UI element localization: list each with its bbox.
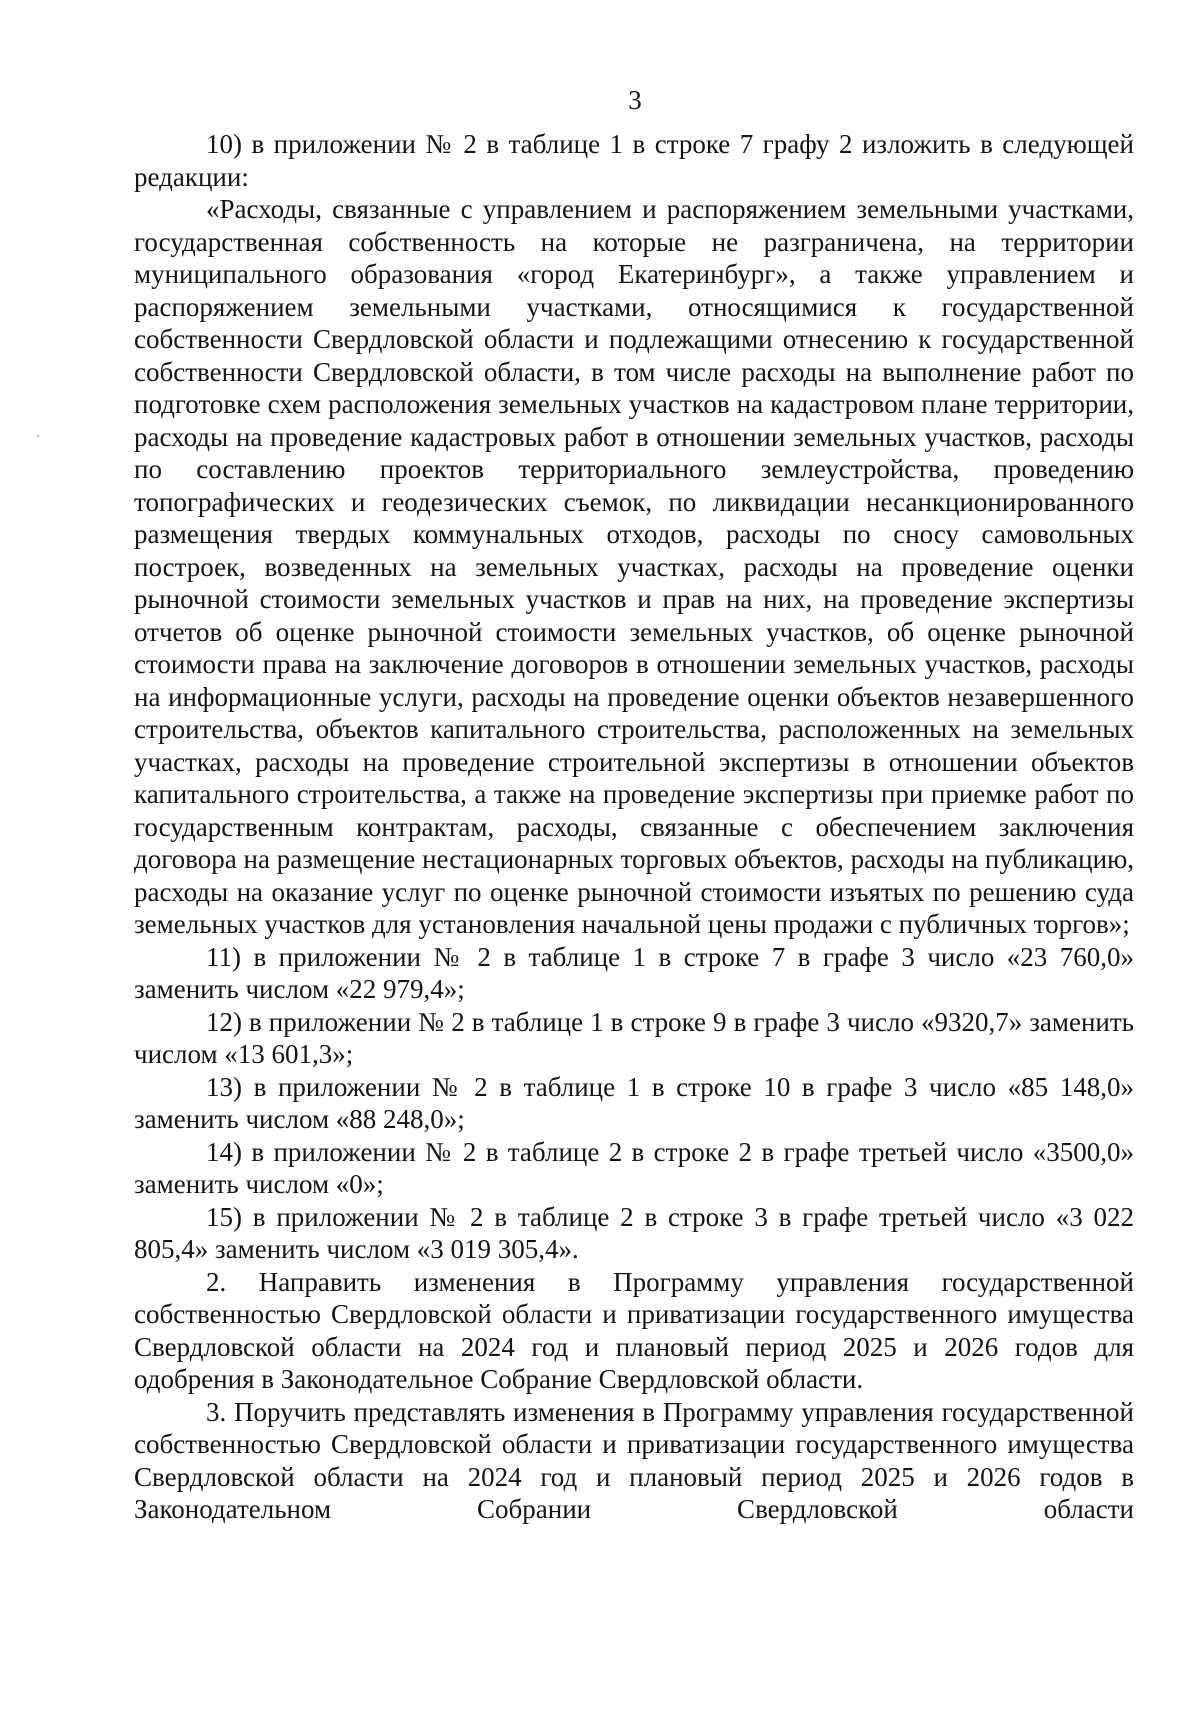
paragraph-section-3: 3. Поручить представлять изменения в Программу управления государственной собственностью Свердловской области и приватизации государственного имущества Свердловской области на 2024 год и плановый период 2025 и 2026 годов в Законодательном Собрании Свердловской области — [134, 1396, 1134, 1524]
paragraph-item-12: 12) в приложении № 2 в таблице 1 в строке 9 в графе 3 число «9320,7» заменить числом «13 601,3»; — [134, 1006, 1134, 1069]
paragraph-item-13: 13) в приложении № 2 в таблице 1 в строке 10 в графе 3 число «85 148,0» заменить числом «88 248,0»; — [134, 1071, 1134, 1134]
document-body — [134, 128, 1134, 1526]
paragraph-item-15: 15) в приложении № 2 в таблице 2 в строке 3 в графе третьей число «3 022 805,4» заменить числом «3 019 305,4». — [134, 1201, 1134, 1264]
quoted-replacement-text: «Расходы, связанные с управлением и распоряжением земельными участками, государственная собственность на которые не разграничена, на территории муниципального образования «город Екатеринбург», а также управлением и распоряжением земельными участками, относящимися к государственной собственности Свердловской области и подлежащими отнесению к государственной собственности Свердловской области, в том числе расходы на выполнение работ по подготовке схем расположения земельных участков на кадастровом плане территории, расходы на проведение кадастровых работ в отношении земельных участков, расходы по составлению проектов территориального землеустройства, проведению топографических и геодезических съемок, по ликвидации несанкционированного размещения твердых коммунальных отходов, расходы по сносу самовольных построек, возведенных на земельных участках, расходы на проведение оценки рыночной стоимости земельных участков и прав на них, на проведение экспертизы отчетов об оценке рыночной стоимости земельных участков, об оценке рыночной стоимости права на заключение договоров в отношении земельных участков, расходы на информационные услуги, расходы на проведение оценки объектов незавершенного строительства, объектов капитального строительства, расположенных на земельных участках, расходы на проведение строительной экспертизы в отношении объектов капитального строительства, а также на проведение экспертизы при приемке работ по государственным контрактам, расходы, связанные с обеспечением заключения договора на размещение нестационарных торговых объектов, расходы на публикацию, расходы на оказание услуг по оценке рыночной стоимости изъятых по решению суда земельных участков для установления начальной цены продажи с публичных торгов»; — [134, 194, 1134, 939]
scan-speck — [37, 435, 39, 437]
paragraph-section-2: 2. Направить изменения в Программу управления государственной собственностью Свердловской области и приватизации государственного имущества Свердловской области на 2024 год и плановый период 2025 и 2026 годов для одобрения в Законодательное Собрание Свердловской области. — [134, 1266, 1134, 1394]
paragraph-item-14: 14) в приложении № 2 в таблице 2 в строке 2 в графе третьей число «3500,0» заменить числом «0»; — [134, 1136, 1134, 1199]
page-number: 3 — [628, 85, 642, 115]
paragraph-item-10: 10) в приложении № 2 в таблице 1 в строке 7 графу 2 изложить в следующей редакции: — [134, 129, 1134, 192]
paragraph-item-11: 11) в приложении № 2 в таблице 1 в строке 7 в графе 3 число «23 760,0» заменить числом «22 979,4»; — [134, 941, 1134, 1004]
